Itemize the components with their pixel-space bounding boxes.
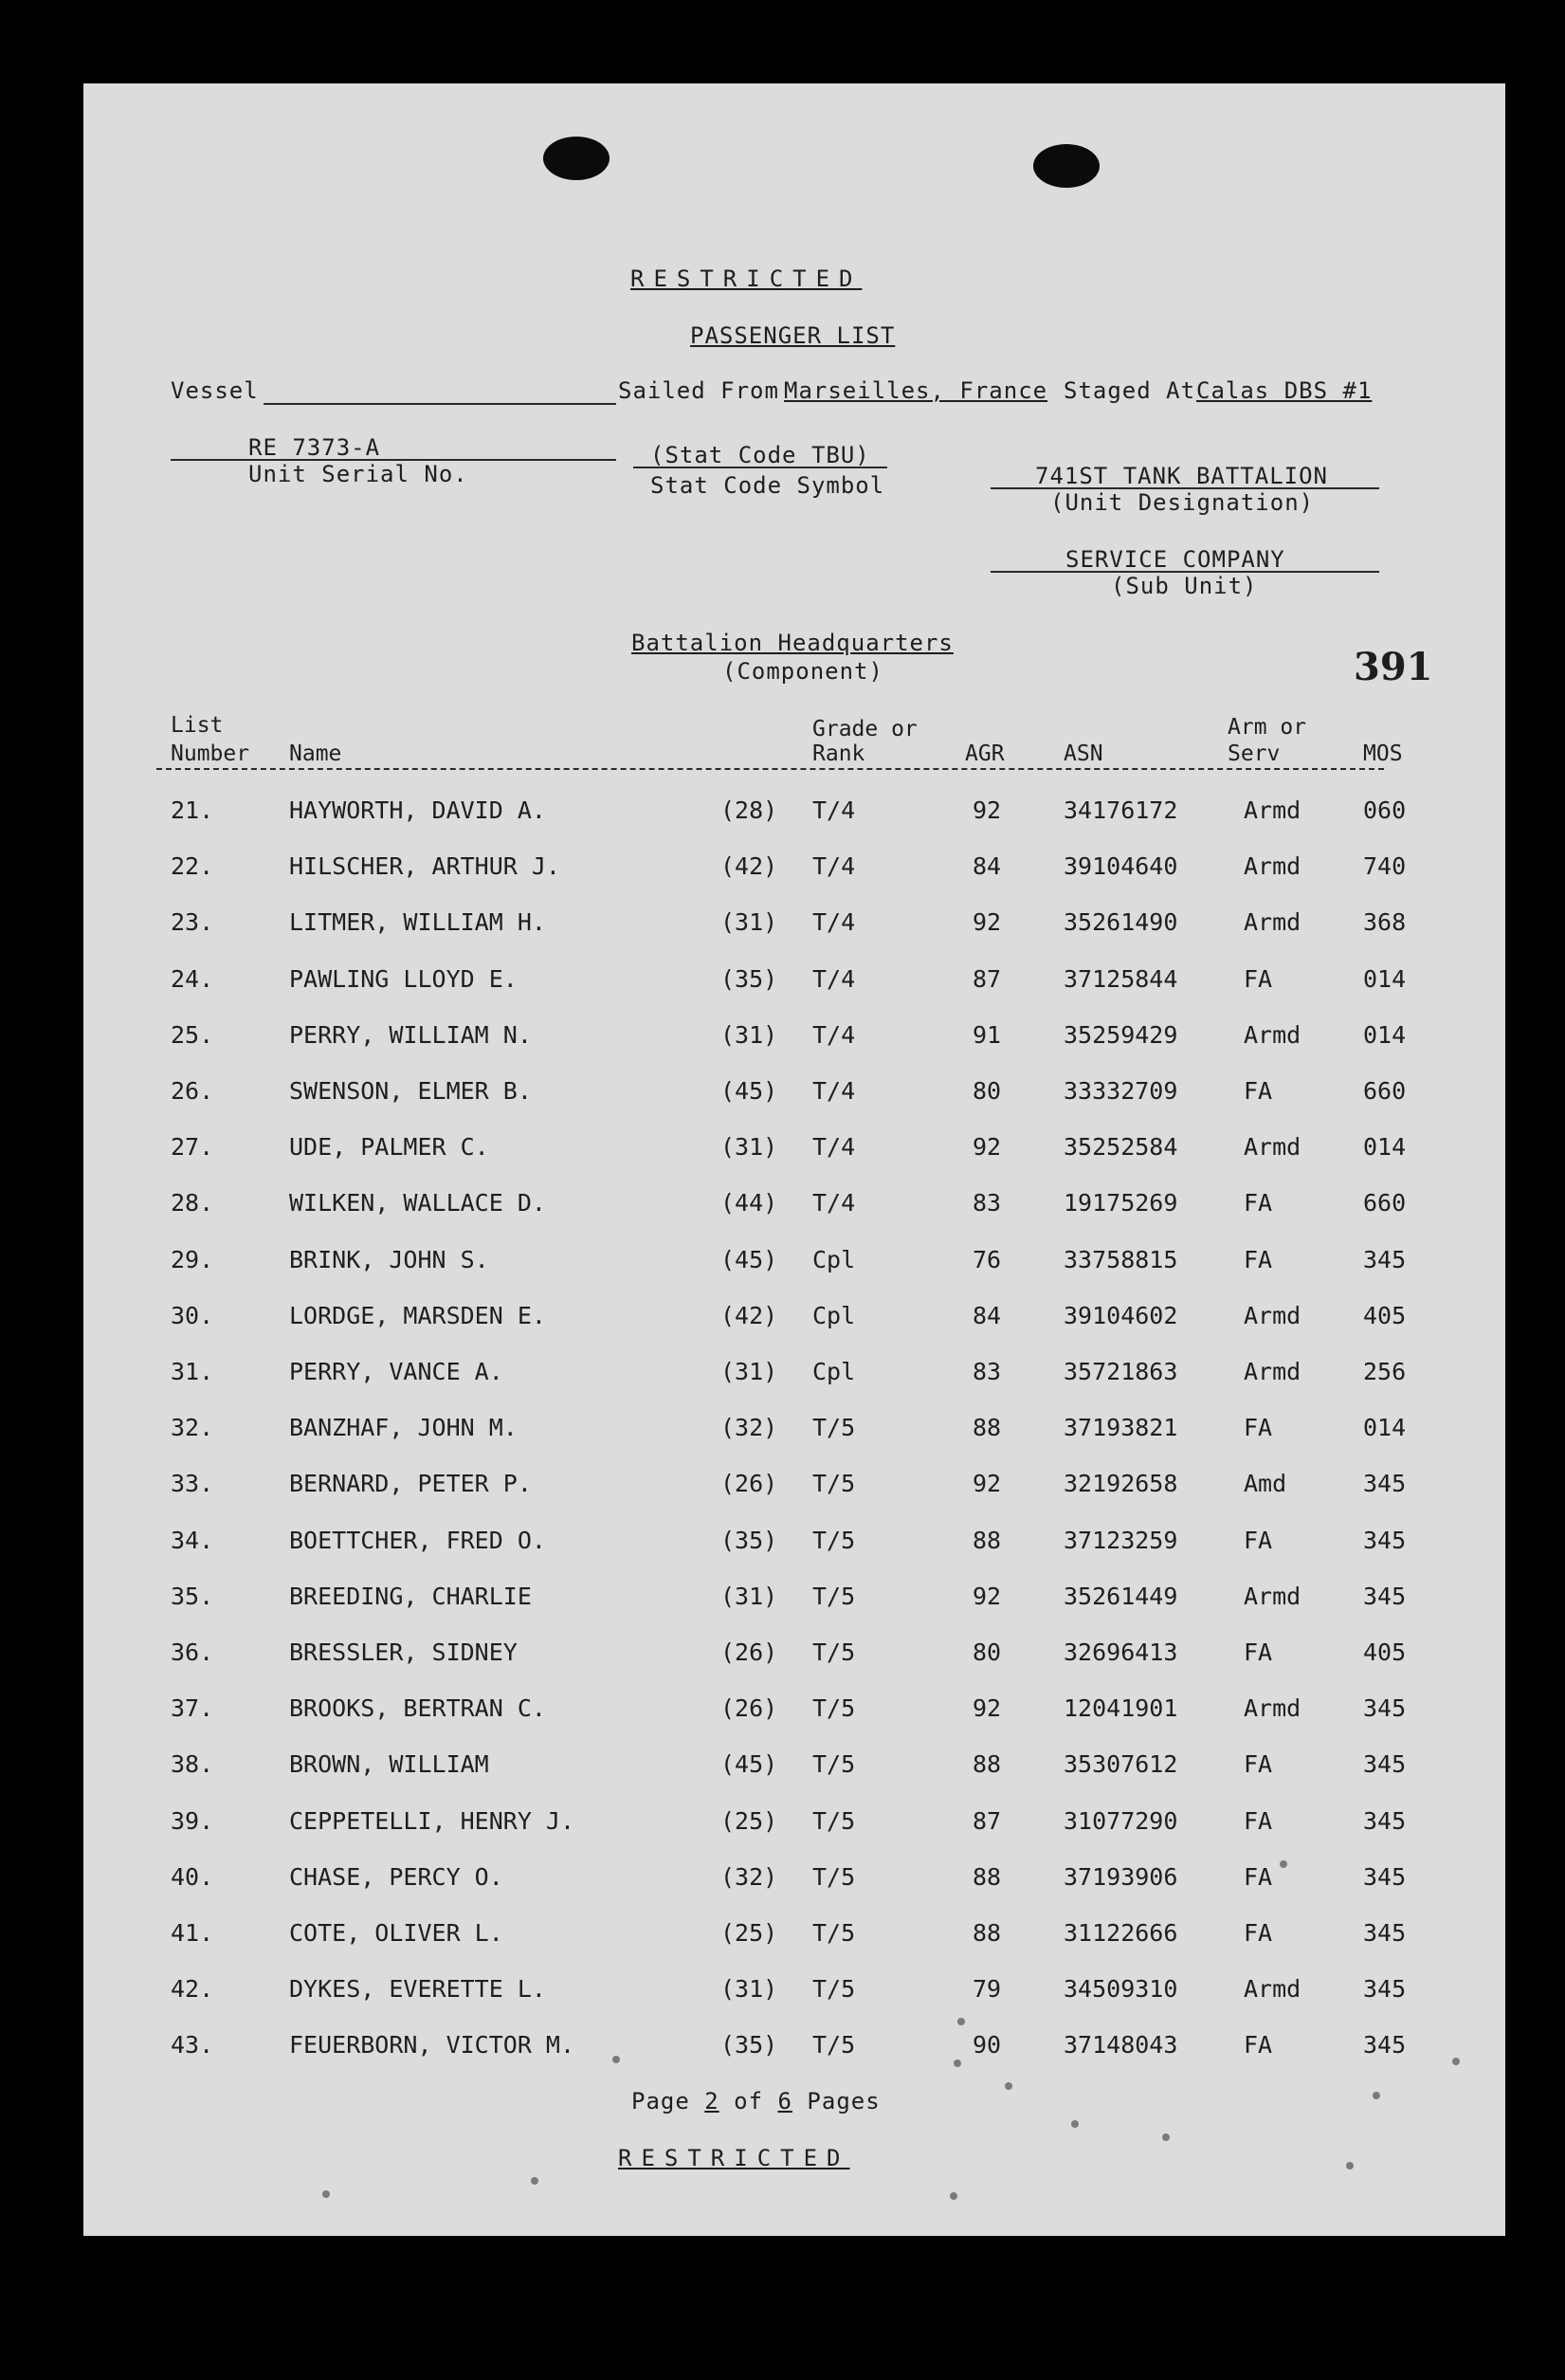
- arm-or-service: FA: [1244, 2031, 1273, 2059]
- army-serial-number: 35252584: [1064, 1133, 1178, 1161]
- mos-code: 405: [1363, 1302, 1407, 1329]
- restricted-heading-top: RESTRICTED: [630, 265, 863, 292]
- passenger-age: (32): [720, 1414, 778, 1441]
- mos-code: 014: [1363, 965, 1407, 993]
- arm-or-service: Armd: [1244, 1021, 1301, 1049]
- passenger-age: (26): [720, 1694, 778, 1722]
- dust-speck: [1162, 2133, 1170, 2141]
- passenger-name: PERRY, VANCE A.: [289, 1358, 503, 1385]
- grade-rank: Cpl: [812, 1358, 856, 1385]
- list-number: 28.: [171, 1189, 214, 1217]
- passenger-age: (42): [720, 852, 778, 880]
- list-number: 41.: [171, 1919, 214, 1947]
- arm-or-service: FA: [1244, 1863, 1273, 1891]
- punch-hole-left: [543, 137, 610, 180]
- army-serial-number: 37123259: [1064, 1527, 1178, 1554]
- agr-score: 92: [973, 1133, 1002, 1161]
- passenger-age: (31): [720, 1975, 778, 2003]
- passenger-name: BANZHAF, JOHN M.: [289, 1414, 518, 1441]
- agr-score: 84: [973, 852, 1002, 880]
- agr-score: 87: [973, 965, 1002, 993]
- passenger-age: (35): [720, 2031, 778, 2059]
- army-serial-number: 39104602: [1064, 1302, 1178, 1329]
- sailed-from-label: Sailed From: [618, 377, 779, 404]
- arm-or-service: FA: [1244, 1807, 1273, 1835]
- grade-rank: T/5: [812, 1583, 856, 1610]
- mos-code: 014: [1363, 1133, 1407, 1161]
- agr-score: 92: [973, 1583, 1002, 1610]
- arm-or-service: Armd: [1244, 1694, 1301, 1722]
- mos-code: 740: [1363, 852, 1407, 880]
- mos-code: 368: [1363, 908, 1407, 936]
- page-total: 6: [777, 2088, 792, 2115]
- passenger-age: (25): [720, 1919, 778, 1947]
- grade-rank: T/4: [812, 852, 856, 880]
- stat-code-value: (Stat Code TBU): [650, 442, 870, 468]
- vessel-label: Vessel: [171, 377, 259, 404]
- agr-score: 80: [973, 1077, 1002, 1105]
- table-row: [0, 1863, 1565, 1901]
- table-row: [0, 1077, 1565, 1115]
- grade-rank: T/4: [812, 1189, 856, 1217]
- grade-rank: T/5: [812, 1863, 856, 1891]
- sub-unit-label: (Sub Unit): [1111, 573, 1258, 599]
- passenger-name: UDE, PALMER C.: [289, 1133, 489, 1161]
- mos-code: 405: [1363, 1639, 1407, 1666]
- col-header-arm: Arm or: [1228, 715, 1307, 740]
- passenger-age: (31): [720, 908, 778, 936]
- grade-rank: T/4: [812, 1077, 856, 1105]
- stat-code-line: [633, 467, 887, 468]
- unit-serial-value: RE 7373-A: [248, 434, 381, 461]
- arm-or-service: Armd: [1244, 852, 1301, 880]
- dust-speck: [322, 2190, 330, 2198]
- vessel-blank-line: [264, 403, 616, 405]
- list-number: 25.: [171, 1021, 214, 1049]
- arm-or-service: FA: [1244, 1919, 1273, 1947]
- dust-speck: [612, 2056, 620, 2063]
- arm-or-service: FA: [1244, 1639, 1273, 1666]
- army-serial-number: 33758815: [1064, 1246, 1178, 1273]
- grade-rank: T/5: [812, 1807, 856, 1835]
- army-serial-number: 19175269: [1064, 1189, 1178, 1217]
- col-header-grade: Grade or: [812, 717, 918, 741]
- passenger-age: (31): [720, 1358, 778, 1385]
- army-serial-number: 37125844: [1064, 965, 1178, 993]
- col-header-list: List: [171, 713, 224, 738]
- list-number: 35.: [171, 1583, 214, 1610]
- list-number: 43.: [171, 2031, 214, 2059]
- list-number: 39.: [171, 1807, 214, 1835]
- agr-score: 79: [973, 1975, 1002, 2003]
- passenger-name: HAYWORTH, DAVID A.: [289, 796, 546, 824]
- arm-or-service: Armd: [1244, 796, 1301, 824]
- agr-score: 88: [973, 1863, 1002, 1891]
- passenger-age: (28): [720, 796, 778, 824]
- agr-score: 92: [973, 908, 1002, 936]
- list-number: 30.: [171, 1302, 214, 1329]
- list-number: 23.: [171, 908, 214, 936]
- army-serial-number: 32696413: [1064, 1639, 1178, 1666]
- restricted-heading-bottom: RESTRICTED: [618, 2145, 850, 2171]
- page-indicator: [631, 2088, 881, 2115]
- passenger-name: PERRY, WILLIAM N.: [289, 1021, 532, 1049]
- dust-speck: [1452, 2058, 1460, 2065]
- grade-rank: T/4: [812, 1021, 856, 1049]
- table-row: [0, 1750, 1565, 1788]
- list-number: 38.: [171, 1750, 214, 1778]
- col-header-rank: Rank: [812, 741, 865, 766]
- passenger-name: BERNARD, PETER P.: [289, 1470, 532, 1497]
- passenger-name: BRESSLER, SIDNEY: [289, 1639, 518, 1666]
- unit-serial-label: Unit Serial No.: [248, 461, 468, 487]
- agr-score: 83: [973, 1358, 1002, 1385]
- mos-code: 014: [1363, 1021, 1407, 1049]
- table-row: [0, 1414, 1565, 1452]
- passenger-age: (31): [720, 1021, 778, 1049]
- passenger-age: (42): [720, 1302, 778, 1329]
- list-number: 26.: [171, 1077, 214, 1105]
- mos-code: 345: [1363, 1863, 1407, 1891]
- agr-score: 91: [973, 1021, 1002, 1049]
- list-number: 33.: [171, 1470, 214, 1497]
- arm-or-service: Armd: [1244, 1133, 1301, 1161]
- list-number: 31.: [171, 1358, 214, 1385]
- grade-rank: T/5: [812, 1414, 856, 1441]
- army-serial-number: 35261490: [1064, 908, 1178, 936]
- col-header-number: Number: [171, 741, 250, 766]
- list-number: 37.: [171, 1694, 214, 1722]
- passenger-age: (31): [720, 1133, 778, 1161]
- passenger-age: (32): [720, 1863, 778, 1891]
- agr-score: 76: [973, 1246, 1002, 1273]
- agr-score: 92: [973, 1694, 1002, 1722]
- mos-code: 014: [1363, 1414, 1407, 1441]
- arm-or-service: FA: [1244, 1414, 1273, 1441]
- army-serial-number: 37148043: [1064, 2031, 1178, 2059]
- arm-or-service: Armd: [1244, 1975, 1301, 2003]
- mos-code: 345: [1363, 1750, 1407, 1778]
- army-serial-number: 32192658: [1064, 1470, 1178, 1497]
- mos-code: 660: [1363, 1189, 1407, 1217]
- table-row: [0, 1302, 1565, 1340]
- army-serial-number: 34176172: [1064, 796, 1178, 824]
- punch-hole-right: [1033, 144, 1100, 188]
- passenger-name: HILSCHER, ARTHUR J.: [289, 852, 560, 880]
- sailed-from-value: Marseilles, France: [784, 377, 1048, 404]
- arm-or-service: FA: [1244, 1189, 1273, 1217]
- col-header-serv: Serv: [1228, 741, 1281, 766]
- passenger-age: (45): [720, 1246, 778, 1273]
- arm-or-service: FA: [1244, 1077, 1273, 1105]
- agr-score: 83: [973, 1189, 1002, 1217]
- mos-code: 345: [1363, 1583, 1407, 1610]
- grade-rank: T/5: [812, 1470, 856, 1497]
- passenger-age: (35): [720, 1527, 778, 1554]
- mos-code: 345: [1363, 1246, 1407, 1273]
- passenger-name: LORDGE, MARSDEN E.: [289, 1302, 546, 1329]
- dust-speck: [531, 2177, 538, 2185]
- passenger-age: (25): [720, 1807, 778, 1835]
- table-row: [0, 1807, 1565, 1845]
- mos-code: 256: [1363, 1358, 1407, 1385]
- agr-score: 88: [973, 1414, 1002, 1441]
- unit-designation-value: 741ST TANK BATTALION: [1035, 463, 1328, 489]
- table-row: [0, 1639, 1565, 1676]
- passenger-age: (44): [720, 1189, 778, 1217]
- arm-or-service: FA: [1244, 1246, 1273, 1273]
- agr-score: 88: [973, 1919, 1002, 1947]
- arm-or-service: Amd: [1244, 1470, 1287, 1497]
- agr-score: 84: [973, 1302, 1002, 1329]
- passenger-name: SWENSON, ELMER B.: [289, 1077, 532, 1105]
- grade-rank: T/5: [812, 1639, 856, 1666]
- dust-speck: [1071, 2120, 1079, 2128]
- army-serial-number: 39104640: [1064, 852, 1178, 880]
- passenger-age: (35): [720, 965, 778, 993]
- army-serial-number: 31077290: [1064, 1807, 1178, 1835]
- table-row: [0, 2031, 1565, 2069]
- passenger-name: DYKES, EVERETTE L.: [289, 1975, 546, 2003]
- grade-rank: T/5: [812, 1694, 856, 1722]
- army-serial-number: 12041901: [1064, 1694, 1178, 1722]
- grade-rank: T/5: [812, 1975, 856, 2003]
- arm-or-service: Armd: [1244, 1302, 1301, 1329]
- mos-code: 345: [1363, 1694, 1407, 1722]
- army-serial-number: 37193906: [1064, 1863, 1178, 1891]
- dust-speck: [1346, 2162, 1354, 2169]
- agr-score: 90: [973, 2031, 1002, 2059]
- passenger-name: COTE, OLIVER L.: [289, 1919, 503, 1947]
- col-header-asn: ASN: [1064, 741, 1103, 766]
- col-header-name: Name: [289, 741, 342, 766]
- mos-code: 345: [1363, 1975, 1407, 2003]
- unit-designation-label: (Unit Designation): [1050, 489, 1315, 516]
- list-number: 27.: [171, 1133, 214, 1161]
- passenger-age: (26): [720, 1639, 778, 1666]
- sub-unit-value: SERVICE COMPANY: [1065, 546, 1285, 573]
- dust-speck: [954, 2060, 961, 2067]
- agr-score: 88: [973, 1750, 1002, 1778]
- list-number: 22.: [171, 852, 214, 880]
- dust-speck: [1373, 2092, 1380, 2099]
- grade-rank: Cpl: [812, 1302, 856, 1329]
- grade-rank: T/5: [812, 2031, 856, 2059]
- table-row: [0, 1919, 1565, 1957]
- table-row: [0, 1189, 1565, 1227]
- staged-at-value: Calas DBS #1: [1196, 377, 1373, 404]
- dust-speck: [1005, 2082, 1012, 2090]
- army-serial-number: 33332709: [1064, 1077, 1178, 1105]
- list-number: 36.: [171, 1639, 214, 1666]
- staged-at-label: Staged At: [1064, 377, 1196, 404]
- army-serial-number: 35307612: [1064, 1750, 1178, 1778]
- passenger-name: BOETTCHER, FRED O.: [289, 1527, 546, 1554]
- passenger-name: LITMER, WILLIAM H.: [289, 908, 546, 936]
- table-row: [0, 852, 1565, 890]
- army-serial-number: 35261449: [1064, 1583, 1178, 1610]
- grade-rank: T/4: [812, 965, 856, 993]
- pages-word: Pages: [807, 2088, 881, 2115]
- agr-score: 92: [973, 1470, 1002, 1497]
- mos-code: 345: [1363, 1470, 1407, 1497]
- table-row: [0, 1470, 1565, 1508]
- passenger-age: (31): [720, 1583, 778, 1610]
- mos-code: 345: [1363, 1527, 1407, 1554]
- table-row: [0, 796, 1565, 834]
- grade-rank: Cpl: [812, 1246, 856, 1273]
- passenger-name: BROWN, WILLIAM: [289, 1750, 489, 1778]
- arm-or-service: FA: [1244, 1527, 1273, 1554]
- mos-code: 660: [1363, 1077, 1407, 1105]
- passenger-name: BREEDING, CHARLIE: [289, 1583, 532, 1610]
- page-current: 2: [704, 2088, 719, 2115]
- mos-code: 345: [1363, 2031, 1407, 2059]
- page-number-stamp: 391: [1354, 645, 1433, 689]
- component-value: Battalion Headquarters: [631, 630, 954, 656]
- document-title: PASSENGER LIST: [690, 322, 896, 349]
- passenger-name: FEUERBORN, VICTOR M.: [289, 2031, 575, 2059]
- passenger-name: CHASE, PERCY O.: [289, 1863, 503, 1891]
- grade-rank: T/5: [812, 1919, 856, 1947]
- table-row: [0, 1246, 1565, 1284]
- agr-score: 92: [973, 796, 1002, 824]
- page-word: Page: [631, 2088, 690, 2115]
- passenger-age: (45): [720, 1750, 778, 1778]
- of-word: of: [734, 2088, 764, 2115]
- dust-speck: [957, 2018, 965, 2025]
- grade-rank: T/5: [812, 1527, 856, 1554]
- list-number: 40.: [171, 1863, 214, 1891]
- grade-rank: T/5: [812, 1750, 856, 1778]
- grade-rank: T/4: [812, 796, 856, 824]
- army-serial-number: 31122666: [1064, 1919, 1178, 1947]
- table-row: [0, 1527, 1565, 1565]
- passenger-age: (26): [720, 1470, 778, 1497]
- dust-speck: [1280, 1860, 1287, 1868]
- arm-or-service: FA: [1244, 1750, 1273, 1778]
- table-row: [0, 1975, 1565, 2013]
- col-header-agr: AGR: [965, 741, 1005, 766]
- component-label: (Component): [722, 658, 883, 685]
- table-row: [0, 1583, 1565, 1620]
- list-number: 42.: [171, 1975, 214, 2003]
- list-number: 32.: [171, 1414, 214, 1441]
- passenger-name: PAWLING LLOYD E.: [289, 965, 518, 993]
- passenger-name: BRINK, JOHN S.: [289, 1246, 489, 1273]
- list-number: 29.: [171, 1246, 214, 1273]
- arm-or-service: FA: [1244, 965, 1273, 993]
- agr-score: 87: [973, 1807, 1002, 1835]
- table-row: [0, 965, 1565, 1003]
- passenger-name: CEPPETELLI, HENRY J.: [289, 1807, 575, 1835]
- table-row: [0, 1021, 1565, 1059]
- army-serial-number: 35721863: [1064, 1358, 1178, 1385]
- header-rule: [156, 768, 1384, 770]
- mos-code: 345: [1363, 1807, 1407, 1835]
- list-number: 34.: [171, 1527, 214, 1554]
- passenger-age: (45): [720, 1077, 778, 1105]
- table-row: [0, 1358, 1565, 1396]
- mos-code: 060: [1363, 796, 1407, 824]
- arm-or-service: Armd: [1244, 1358, 1301, 1385]
- passenger-name: BROOKS, BERTRAN C.: [289, 1694, 546, 1722]
- table-row: [0, 1694, 1565, 1732]
- dust-speck: [950, 2192, 957, 2200]
- stat-code-label: Stat Code Symbol: [650, 472, 885, 499]
- table-row: [0, 1133, 1565, 1171]
- grade-rank: T/4: [812, 1133, 856, 1161]
- agr-score: 80: [973, 1639, 1002, 1666]
- arm-or-service: Armd: [1244, 908, 1301, 936]
- army-serial-number: 37193821: [1064, 1414, 1178, 1441]
- list-number: 21.: [171, 796, 214, 824]
- grade-rank: T/4: [812, 908, 856, 936]
- table-row: [0, 908, 1565, 946]
- passenger-name: WILKEN, WALLACE D.: [289, 1189, 546, 1217]
- agr-score: 88: [973, 1527, 1002, 1554]
- list-number: 24.: [171, 965, 214, 993]
- army-serial-number: 34509310: [1064, 1975, 1178, 2003]
- army-serial-number: 35259429: [1064, 1021, 1178, 1049]
- arm-or-service: Armd: [1244, 1583, 1301, 1610]
- col-header-mos: MOS: [1363, 741, 1403, 766]
- mos-code: 345: [1363, 1919, 1407, 1947]
